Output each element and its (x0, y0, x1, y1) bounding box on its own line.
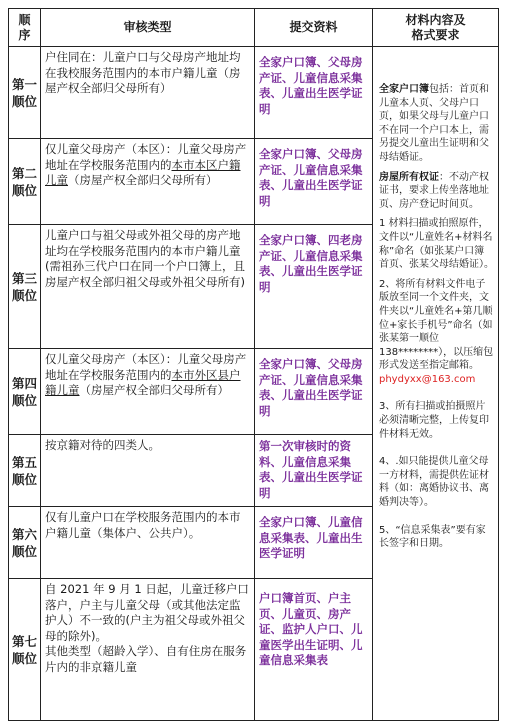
req-property-certificate-text: ：不动产权证书，要求上传坐落地址页、房产登记时间页。 (379, 171, 489, 210)
row-criteria: 户住同在：儿童户口与父母房产地址均在我校服务范围内的本市户籍儿童（房屋产权全部归父母所有） (41, 47, 255, 139)
requirements-cell (373, 47, 499, 721)
row-criteria-suffix: （房屋产权全部归父母所有） (79, 383, 229, 397)
req-household-register (379, 83, 494, 165)
row-seq: 第一顺位 (9, 47, 41, 139)
row-criteria-underlined: 本市本区户籍儿童 (45, 157, 241, 187)
header-seq: 顺序 (9, 9, 41, 47)
row-seq: 第三顺位 (9, 225, 41, 349)
row-criteria: 儿童户口与祖父母或外祖父母的房产地址均在学校服务范围内的本市户籍儿童(需祖孙三代户口在同一个户口簿上，且房屋产权全部归祖父母或外祖父母所有) (41, 225, 255, 349)
header-requirements-line1: 材料内容及 (405, 12, 466, 27)
req-item-4: 4、.如只能提供儿童父母一方材料，需提供佐证材料（如：离婚协议书、离婚判决等）。 (379, 456, 489, 509)
row-documents: 全家户口簿、四老房产证、儿童信息采集表、儿童出生医学证明 (255, 225, 373, 349)
row-documents: 全家户口簿、父母房产证、儿童信息采集表、儿童出生医学证明 (255, 47, 373, 139)
header-documents: 提交资料 (255, 9, 373, 47)
row-criteria-prefix: 仅儿童父母房产（本区）：儿童父母房产地址在学校服务范围内的 (45, 142, 247, 172)
row-documents: 全家户口簿、儿童信息采集表、儿童出生医学证明 (255, 507, 373, 579)
row-documents: 第一次审核时的资料、儿童信息采集表、儿童出生医学证明 (255, 435, 373, 507)
req-household-register-text: 包括：首页和儿童本人页、父母户口页，如果父母与儿童户口不在同一个户口本上，需另提交儿童出生证明和父母结婚证。 (379, 84, 489, 163)
row-criteria (41, 349, 255, 435)
req-item-1: 1 材料扫描或拍照原件，文件以“儿童姓名+材料名称”命名（如张某户口簿首页、张某父母结婚证）。 (379, 218, 494, 271)
admission-review-table (8, 8, 499, 721)
row-criteria-prefix: 仅儿童父母房产（本区）：儿童父母房产地址在学校服务范围内的 (45, 352, 247, 382)
email-address: phydyxx@163.com (379, 373, 476, 385)
req-item-2-text: 2、将所有材料文件电子版放至同一个文件夹，文件夹以“儿童姓名+第几顺位+家长手机号”命名（如张某第一顺位 138********），以压缩包形式发送至指定邮箱。 (379, 278, 494, 372)
row-criteria (41, 579, 255, 721)
row-seq: 第二顺位 (9, 139, 41, 225)
row-documents: 全家户口簿、父母房产证、儿童信息采集表、儿童出生医学证明 (255, 349, 373, 435)
req-household-register-title: 全家户口簿 (379, 84, 429, 95)
req-property-certificate (379, 171, 494, 212)
row-documents: 户口簿首页、户主页、儿童页、房产证、监护人户口、儿童医学出生证明、儿童信息采集表 (255, 579, 373, 721)
row-criteria: 仅有儿童户口在学校服务范围内的本市户籍儿童（集体户、公共户）。 (41, 507, 255, 579)
header-row (9, 9, 499, 47)
admission-review-table-container (8, 8, 498, 720)
row-documents: 全家户口簿、父母房产证、儿童信息采集表、儿童出生医学证明 (255, 139, 373, 225)
row-seq: 第七顺位 (9, 579, 41, 721)
row-seq: 第五顺位 (9, 435, 41, 507)
row-criteria-part1: 自 2021 年 9 月 1 日起，儿童迁移户口落户，户主与儿童父母（或其他法定监护人）不一致的(户主为祖父母或外祖父母的除外)。 (45, 582, 249, 643)
row-criteria (41, 139, 255, 225)
req-item-5: 5、“信息采集表”要有家长签字和日期。 (379, 524, 486, 550)
req-item-3: 3、所有扫描或拍摄照片必须清晰完整，上传复印件材料无效。 (379, 401, 489, 440)
row-seq: 第四顺位 (9, 349, 41, 435)
row-criteria-part2: 其他类型（超龄入学）、自有住房在服务片内的非京籍儿童 (45, 644, 247, 674)
table-row (9, 47, 499, 139)
row-seq: 第六顺位 (9, 507, 41, 579)
row-criteria: 按京籍对待的四类人。 (41, 435, 255, 507)
row-criteria-suffix: （房屋产权全部归父母所有） (68, 173, 218, 187)
row-criteria-underlined: 本市外区县户籍儿童 (45, 367, 241, 397)
header-criteria: 审核类型 (41, 9, 255, 47)
req-property-certificate-title: 房屋所有权证 (379, 171, 439, 183)
header-requirements-line2: 格式要求 (411, 27, 460, 42)
req-item-2 (379, 278, 494, 387)
header-requirements (373, 9, 499, 47)
